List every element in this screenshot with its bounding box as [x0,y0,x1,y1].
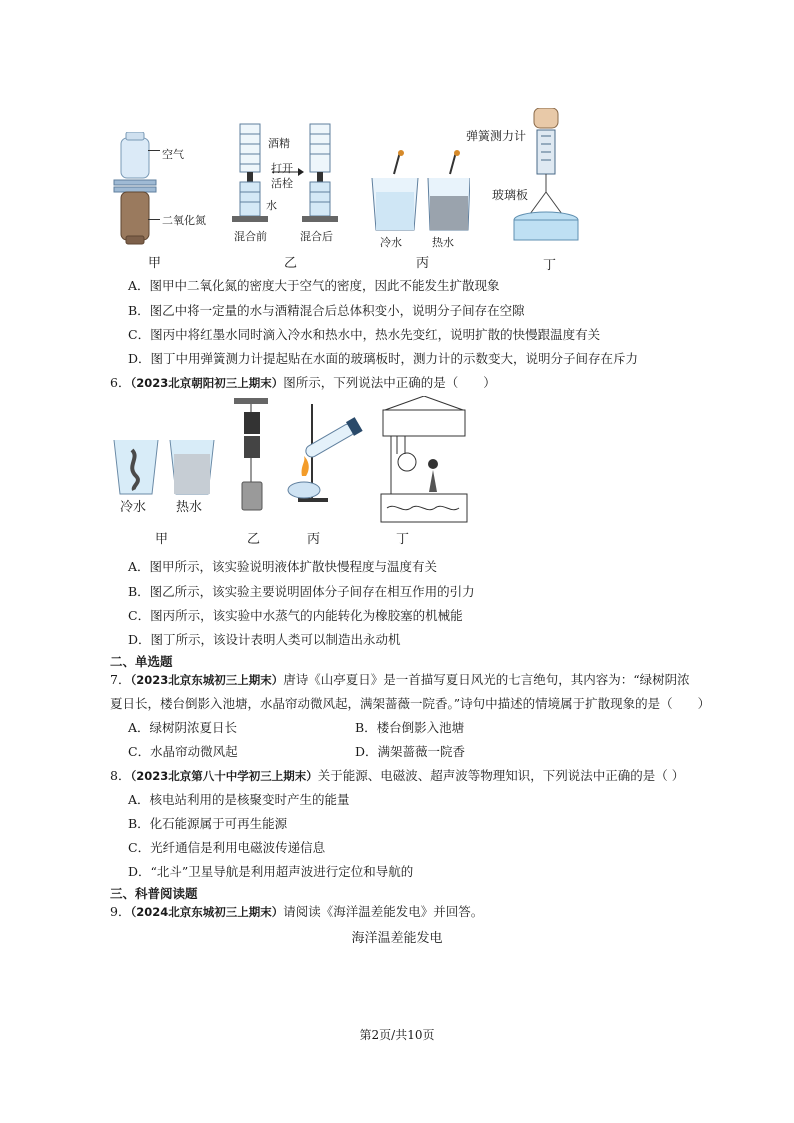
question-6 [110,373,496,391]
label-before: 混合前 [234,230,267,243]
question-stem: 关于能源、电磁波、超声波等物理知识，下列说法中正确的是（ ） [317,768,685,783]
question-number: 6． [110,375,131,390]
perpetual-machine-illustration [377,396,471,524]
question-source: （2024北京东城初三上期末） [130,905,284,919]
q5-option-b: B．图乙中将一定量的水与酒精混合后总体积变小，说明分子间存在空隙 [128,303,525,318]
q8-option-b: B．化石能源属于可再生能源 [128,816,288,831]
question-8 [110,766,684,784]
q7-option-b: B．楼台倒影入池塘 [355,720,465,735]
question-stem: 请阅读《海洋温差能发电》并回答。 [283,904,484,919]
label-hot-water: 热水 [432,236,454,249]
question-source: （2023北京朝阳初三上期末） [130,376,284,390]
q8-option-d: D．“北斗”卫星导航是利用超声波进行定位和导航的 [128,864,414,879]
beakers-illustration [370,150,470,232]
q6-option-a: A．图甲所示，该实验说明液体扩散快慢程度与温度有关 [128,559,438,574]
label-alcohol: 酒精 [268,137,290,150]
caption-ding: 丁 [396,532,410,547]
caption-bing: 丙 [307,532,321,547]
q6-option-b: B．图乙所示，该实验主要说明固体分子间存在相互作用的引力 [128,584,475,599]
question-number: 7． [110,672,131,687]
caption-jia: 甲 [155,532,169,547]
caption-yi: 乙 [284,256,298,271]
question-7-line-2: 夏日长，楼台倒影入池塘，水晶帘动微风起，满架蔷薇一院香。”诗句中描述的情境属于扩散现象的是（ ） [110,696,711,711]
question-source: （2023北京东城初三上期末） [130,673,284,687]
caption-yi: 乙 [247,532,261,547]
caption-jia: 甲 [148,256,162,271]
leader-line [148,150,160,151]
question-9 [110,902,483,920]
q7-option-a: A．绿树阴浓夏日长 [128,720,238,735]
question-number: 8． [110,768,131,783]
label-water: 水 [266,199,277,212]
label-glass-plate: 玻璃板 [492,188,529,202]
question-source: （2023北京第八十中学初三上期末） [130,769,318,783]
label-open-1: 打开 [271,162,293,175]
test-tube-illustration [284,404,364,504]
label-hot-water: 热水 [176,500,203,515]
q5-option-d: D．图丁中用弹簧测力计提起贴在水面的玻璃板时，测力计的示数变大，说明分子间存在斥力 [128,351,639,366]
q5-option-c: C．图丙中将红墨水同时滴入冷水和热水中，热水先变红，说明扩散的快慢跟温度有关 [128,327,601,342]
section-heading-single-choice: 二、单选题 [110,654,173,669]
question-stem-line-1: 唐诗《山亭夏日》是一首描写夏日风光的七言绝句，其内容为：“绿树阴浓 [283,672,690,687]
question-stem: 图所示，下列说法中正确的是（ ） [283,375,496,390]
caption-ding: 丁 [543,258,557,273]
article-title: 海洋温差能发电 [351,931,443,946]
label-cold-water: 冷水 [120,500,147,515]
question-number: 9． [110,904,131,919]
label-cold-water: 冷水 [380,236,402,249]
q8-option-c: C．光纤通信是利用电磁波传递信息 [128,840,326,855]
label-after: 混合后 [300,230,333,243]
q8-option-a: A．核电站利用的是核聚变时产生的能量 [128,792,350,807]
q6-option-c: C．图丙所示，该实验中水蒸气的内能转化为橡胶塞的机械能 [128,608,463,623]
q6-option-d: D．图丁所示，该设计表明人类可以制造出永动机 [128,632,401,647]
question-7 [110,670,690,688]
label-no2: 二氧化氮 [162,214,206,227]
section-heading-reading: 三、科普阅读题 [110,886,198,901]
lead-blocks-illustration [234,398,268,514]
page-footer: 第2页/共10页 [359,1028,435,1042]
caption-bing: 丙 [416,256,430,271]
q7-option-d: D．满架蔷薇一院香 [355,744,466,759]
label-air: 空气 [162,148,184,161]
q5-option-a: A．图甲中二氧化氮的密度大于空气的密度，因此不能发生扩散现象 [128,278,500,293]
q7-option-c: C．水晶帘动微风起 [128,744,238,759]
label-open-2: 活栓 [271,177,293,190]
leader-line [148,219,160,220]
ink-cups-illustration [112,438,216,496]
label-spring-meter: 弹簧测力计 [466,129,527,143]
